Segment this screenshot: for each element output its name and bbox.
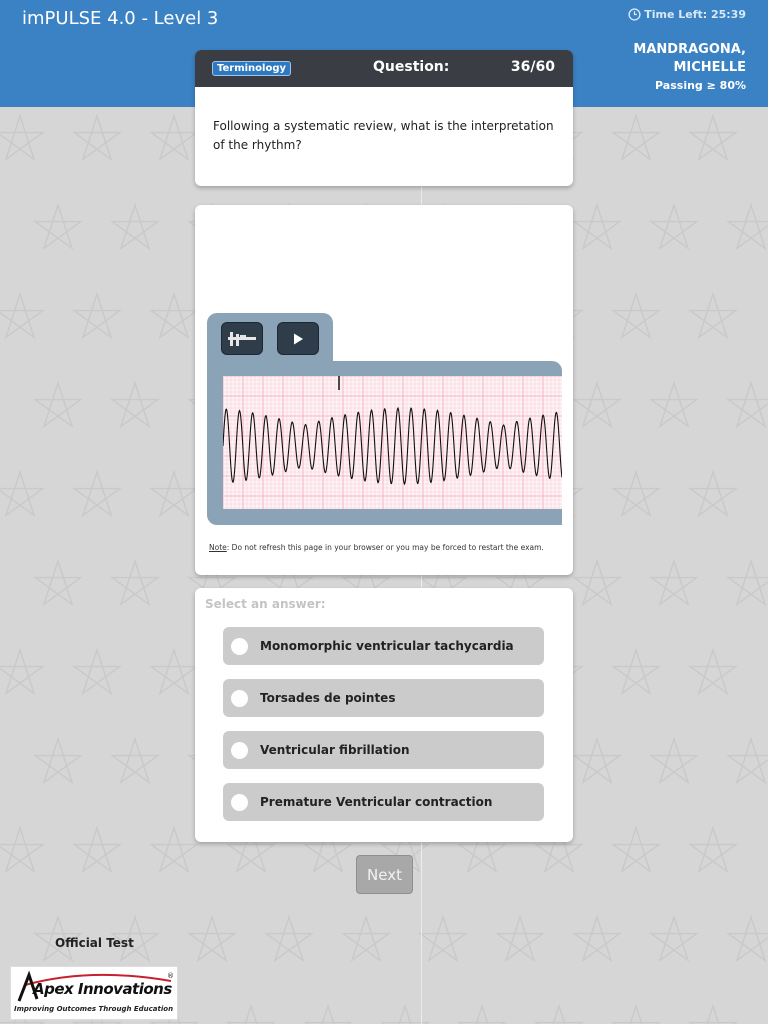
caliper-icon [226,330,258,348]
play-button[interactable] [277,322,319,355]
apex-logo [10,966,178,1020]
answer-prompt: Select an answer: [205,597,326,611]
category-badge: Terminology [212,61,291,76]
radio-button[interactable] [231,794,248,811]
answer-label: Ventricular fibrillation [260,743,410,757]
note-prefix: Note [209,543,227,552]
viewer-frame [207,361,562,525]
question-text: Following a systematic review, what is the interpretation of the rhythm? [213,119,554,152]
caliper-button[interactable] [221,322,263,355]
answer-option-2[interactable] [223,679,544,717]
answer-card [195,588,573,842]
radio-button[interactable] [231,690,248,707]
passing-threshold: Passing ≥ 80% [655,79,746,92]
ekg-strip [223,376,562,509]
answer-option-3[interactable] [223,731,544,769]
logo-tagline: Improving Outcomes Through Education [14,1005,174,1013]
user-last-name: MANDRAGONA, [633,42,746,57]
ekg-card [195,205,573,575]
user-name [586,41,746,77]
logo-registered: ® [167,972,174,980]
play-icon [291,332,305,346]
timer [628,8,746,21]
ekg-viewer [207,313,562,525]
logo-wordmark: Apex Innovations [33,980,172,998]
question-counter: 36/60 [510,59,555,75]
note-text: : Do not refresh this page in your browser or you may be forced to restart the exam. [226,543,544,552]
question-card [195,50,573,186]
user-first-name: MICHELLE [673,60,746,75]
answer-option-4[interactable] [223,783,544,821]
answer-label: Premature Ventricular contraction [260,795,493,809]
answer-label: Monomorphic ventricular tachycardia [260,639,514,653]
official-test-label: Official Test [55,936,134,950]
radio-button[interactable] [231,638,248,655]
time-left: Time Left: 25:39 [644,8,746,21]
next-button[interactable]: Next [356,855,413,894]
clock-icon [628,8,641,21]
question-header [195,50,573,87]
answer-label: Torsades de pointes [260,691,396,705]
app-title: imPULSE 4.0 - Level 3 [22,8,219,29]
question-label: Question: [373,59,450,75]
answer-option-1[interactable] [223,627,544,665]
refresh-note [209,543,544,552]
radio-button[interactable] [231,742,248,759]
